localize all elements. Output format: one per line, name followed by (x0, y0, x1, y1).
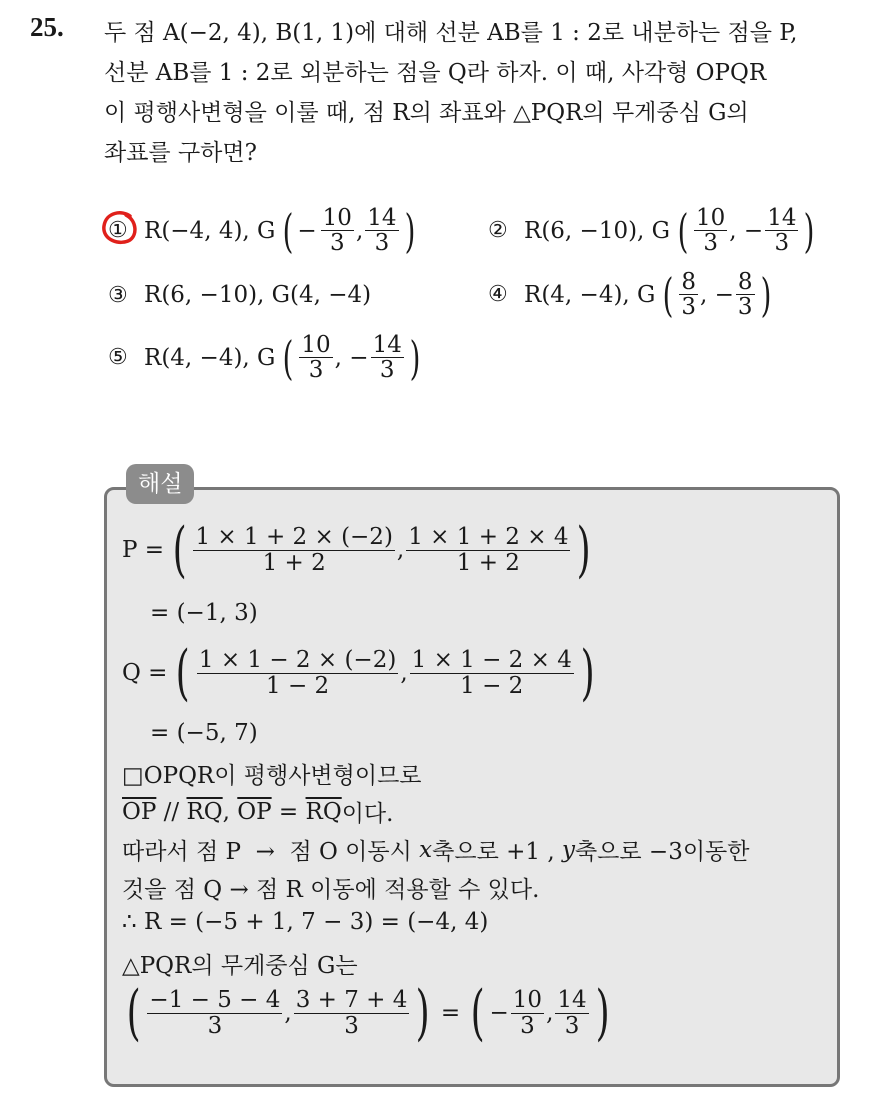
solution-move-line-2: 것을 점 Q → 점 R 이동에 적용할 수 있다. (122, 877, 540, 903)
p-label: P = (122, 537, 165, 563)
fraction: $\frac{8}{3}$ (737, 269, 753, 321)
choice-2[interactable]: ② R(6, −10), G ( $\frac{10}{3}$ , − $\frac{14}{3}$ ) (488, 203, 815, 258)
solution-p-result: = (−1, 3) (150, 600, 258, 626)
solution-move-line-1: 따라서 점 P → 점 O 이동시 x 축으로 +1 , y 축으로 −3이동한 (122, 836, 750, 865)
solution-centroid-intro: △PQR의 무게중심 G는 (122, 953, 358, 979)
choice-number: ⑤ (108, 345, 128, 371)
solution-q-equation: Q = ( $\frac{1 \times 1 - 2 \times (-2)}{1 - 2}$ , $\frac{1 \times 1 - 2 \times 4}{1 - 2}$ ) (122, 638, 595, 708)
question-text (104, 13, 864, 173)
question-line-2: 선분 AB를 1 : 2로 외분하는 점을 Q라 하자. 이 때, 사각형 OPQR (104, 60, 767, 86)
question-line-4: 좌표를 구하면? (104, 140, 257, 166)
choice-4[interactable]: ④ R(4, −4), G ( $\frac{8}{3}$ , − $\frac{8}{3}$ ) (488, 267, 771, 322)
fraction: $\frac{14}{3}$ (557, 987, 587, 1039)
choice-3[interactable] (108, 282, 371, 308)
question-line-3: 이 평행사변형을 이룰 때, 점 R의 좌표와 △PQR의 무게중심 G의 (104, 100, 749, 126)
separator: , − (334, 344, 369, 371)
choice-prefix: R(6, −10), G (524, 217, 671, 244)
fraction: $\frac{10}{3}$ (301, 332, 331, 384)
choice-prefix: R(4, −4), G (524, 281, 656, 308)
fraction: $\frac{1 \times 1 + 2 \times (-2)}{1 + 2}$ (195, 524, 393, 576)
choice-number: ③ (108, 282, 128, 308)
solution-q-result: = (−5, 7) (150, 720, 258, 746)
separator: , − (729, 217, 764, 244)
solution-parallelogram-line: □OPQR이 평행사변형이므로 (122, 763, 422, 789)
fraction: $\frac{3 + 7 + 4}{3}$ (295, 987, 408, 1039)
solution-r-result: ∴ R = (−5 + 1, 7 − 3) = (−4, 4) (122, 909, 489, 935)
choice-number: ① (108, 218, 136, 243)
choice-5[interactable]: ⑤ R(4, −4), G ( $\frac{10}{3}$ , − $\frac{14}{3}$ ) (108, 330, 421, 385)
separator: , (355, 217, 364, 244)
fraction: $\frac{-1 - 5 - 4}{3}$ (149, 987, 281, 1039)
fraction: $\frac{8}{3}$ (681, 269, 697, 321)
choice-prefix: R(4, −4), G (144, 344, 276, 371)
choice-prefix: R(−4, 4), G (144, 217, 276, 244)
fraction: $\frac{10}{3}$ (322, 205, 352, 257)
solution-vector-line: $\overline{OP}$ // $\overline{RQ}$ , $\overline{OP}$ = $\overline{RQ}$ 이다. (122, 798, 394, 827)
separator: , − (700, 281, 734, 308)
fraction: $\frac{14}{3}$ (767, 205, 797, 257)
choice-number: ④ (488, 282, 508, 308)
solution-p-equation: P = ( $\frac{1 \times 1 + 2 \times (-2)}{1 + 2}$ , $\frac{1 \times 1 + 2 \times 4}{1 + 2}$ ) (122, 515, 592, 585)
choice-1[interactable]: ① R(−4, 4), G ( − $\frac{10}{3}$ , $\frac{14}{3}$ ) (108, 206, 418, 255)
choice-number: ② (488, 218, 508, 244)
q-label: Q = (122, 660, 168, 686)
fraction: $\frac{14}{3}$ (372, 332, 402, 384)
fraction: $\frac{1 \times 1 + 2 \times 4}{1 + 2}$ (408, 524, 569, 576)
question-line-1: 두 점 A(−2, 4), B(1, 1)에 대해 선분 AB를 1 : 2로 내분하는 점을 P, (104, 20, 798, 46)
fraction: $\frac{1 \times 1 - 2 \times 4}{1 - 2}$ (411, 647, 572, 699)
question-number: 25. (30, 12, 64, 42)
selected-circle-mark-icon (100, 210, 140, 248)
sign: − (297, 217, 317, 244)
fraction: $\frac{10}{3}$ (696, 205, 726, 257)
fraction: $\frac{10}{3}$ (512, 987, 543, 1039)
choice-text: R(6, −10), G(4, −4) (144, 282, 372, 308)
fraction: $\frac{14}{3}$ (367, 205, 397, 257)
solution-centroid-equation: ( $\frac{-1 - 5 - 4}{3}$ , $\frac{3 + 7 + 4}{3}$ ) = ( − $\frac{10}{3}$ , $\frac{14}{3}$ ) (126, 978, 610, 1048)
solution-tab-label: 해설 (126, 464, 194, 504)
fraction: $\frac{1 \times 1 - 2 \times (-2)}{1 - 2}$ (198, 647, 397, 699)
